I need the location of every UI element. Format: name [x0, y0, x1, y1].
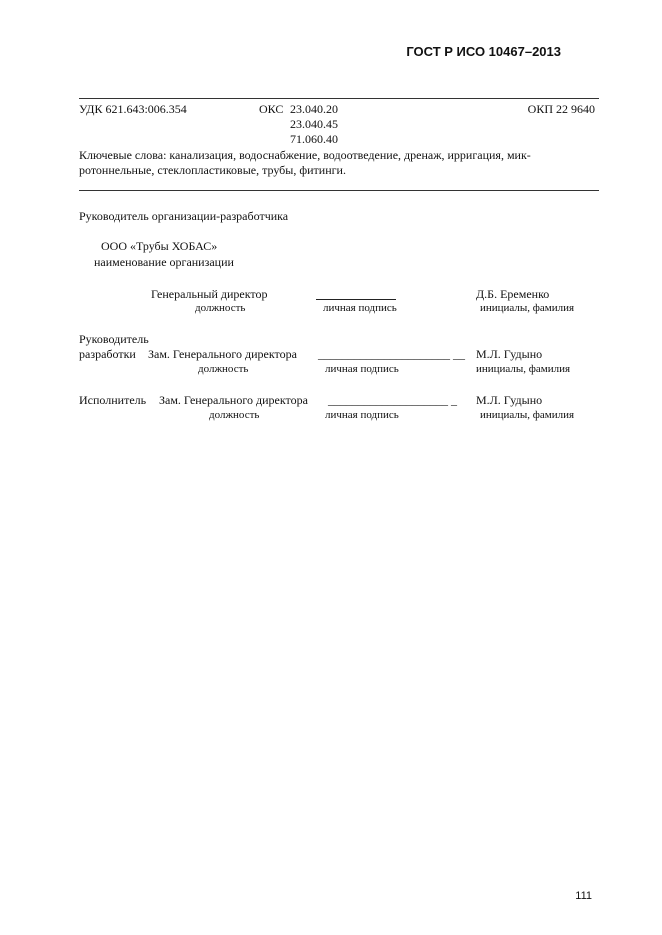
bottom-divider: [79, 190, 599, 191]
signature-line: ______________________ __: [318, 347, 465, 361]
keywords-line: Ключевые слова: канализация, водоснабжение, водоотведение, дренаж, ирригация, мик-: [79, 148, 531, 162]
keywords-line: ротоннельные, стеклопластиковые, трубы, фитинги.: [79, 163, 346, 177]
position-caption: должность: [198, 363, 249, 375]
position-caption: должность: [209, 409, 260, 421]
signature-caption: личная подпись: [325, 363, 399, 375]
page-number: 111: [575, 890, 592, 902]
signature-caption: личная подпись: [323, 302, 397, 314]
okp-code: ОКП 22 9640: [527, 102, 595, 116]
name-caption: инициалы, фамилия: [476, 363, 571, 375]
oks-label: ОКС: [259, 102, 284, 116]
document-standard-header: ГОСТ Р ИСО 10467–2013: [406, 44, 561, 59]
signer-position: Зам. Генерального директора: [148, 347, 297, 361]
signer-role: Руководитель: [79, 332, 149, 346]
name-caption: инициалы, фамилия: [480, 409, 575, 421]
position-caption: должность: [195, 302, 246, 314]
signer-name: М.Л. Гудыно: [476, 347, 543, 361]
oks-code: 23.040.45: [290, 117, 338, 131]
signature-line: ____________________ _: [328, 393, 457, 407]
signer-position: Зам. Генерального директора: [159, 393, 308, 407]
oks-code: 71.060.40: [290, 132, 338, 146]
signer-name: М.Л. Гудыно: [476, 393, 543, 407]
top-divider: [79, 98, 599, 99]
signer-position: Генеральный директор: [151, 287, 268, 301]
org-name-caption: наименование организации: [94, 255, 234, 269]
oks-code: 23.040.20: [290, 102, 338, 116]
signer-name: Д.Б. Еременко: [476, 287, 550, 301]
org-heading: Руководитель организации-разработчика: [79, 209, 289, 223]
udk-code: УДК 621.643:006.354: [79, 102, 187, 116]
signer-role: Исполнитель: [79, 393, 147, 407]
signature-line: [316, 299, 396, 300]
org-name: ООО «Трубы ХОБАС»: [101, 239, 218, 253]
name-caption: инициалы, фамилия: [480, 302, 575, 314]
signer-role: разработки: [79, 347, 136, 361]
signature-caption: личная подпись: [325, 409, 399, 421]
